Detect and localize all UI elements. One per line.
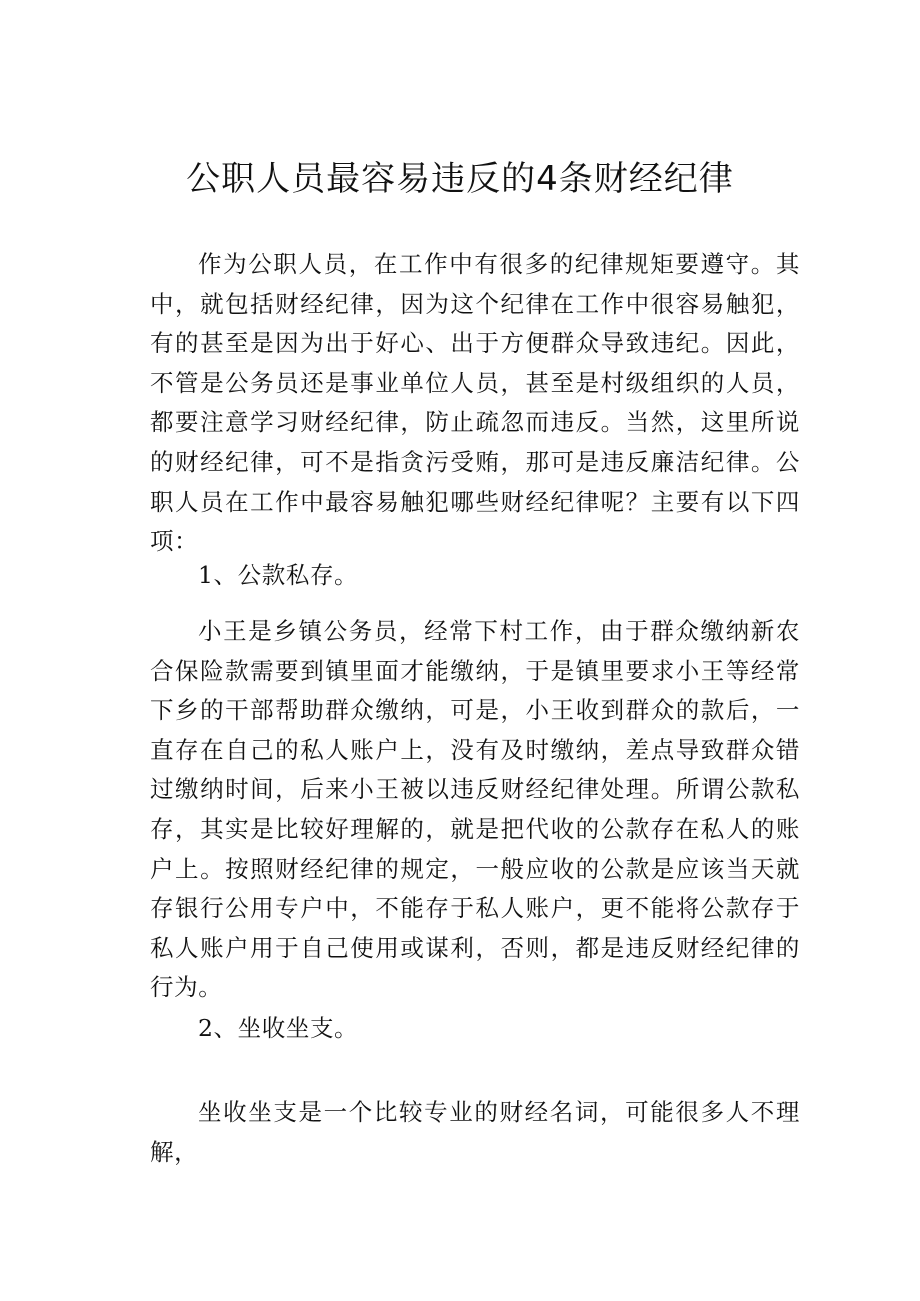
section-body-1: 小王是乡镇公务员，经常下村工作，由于群众缴纳新农合保险款需要到镇里面才能缴纳，于是镇里要求小王等经常下乡的干部帮助群众缴纳，可是，小王收到群众的款后，一直存在自己的私人账户上，没有及时缴纳，差点导致群众错过缴纳时间，后来小王被以违反财经纪律处理。所谓公款私存，其实是比较好理解的，就是把代收的公款存在私人的账户上。按照财经纪律的规定，一般应收的公款是应该当天就存银行公用专户中，不能存于私人账户，更不能将公款存于私人账户用于自己使用或谋利，否则，都是违反财经纪律的行为。 [150,617,800,1002]
section-body-2: 坐收坐支是一个比较专业的财经名词，可能很多人不理解， [150,1098,800,1166]
section-heading-1: 1、公款私存。 [198,561,359,589]
section-heading-2: 2、坐收坐支。 [198,1014,359,1042]
intro-paragraph: 作为公职人员，在工作中有很多的纪律规矩要遵守。其中，就包括财经纪律，因为这个纪律在工作中很容易触犯，有的甚至是因为出于好心、出于方便群众导致违纪。因此，不管是公务员还是事业单位人员，甚至是村级组织的人员，都要注意学习财经纪律，防止疏忽而违反。当然，这里所说的财经纪律，可不是指贪污受贿，那可是违反廉洁纪律。公职人员在工作中最容易触犯哪些财经纪律呢？主要有以下四项： [150,250,800,556]
document-title: 公职人员最容易违反的4条财经纪律 [186,159,734,199]
